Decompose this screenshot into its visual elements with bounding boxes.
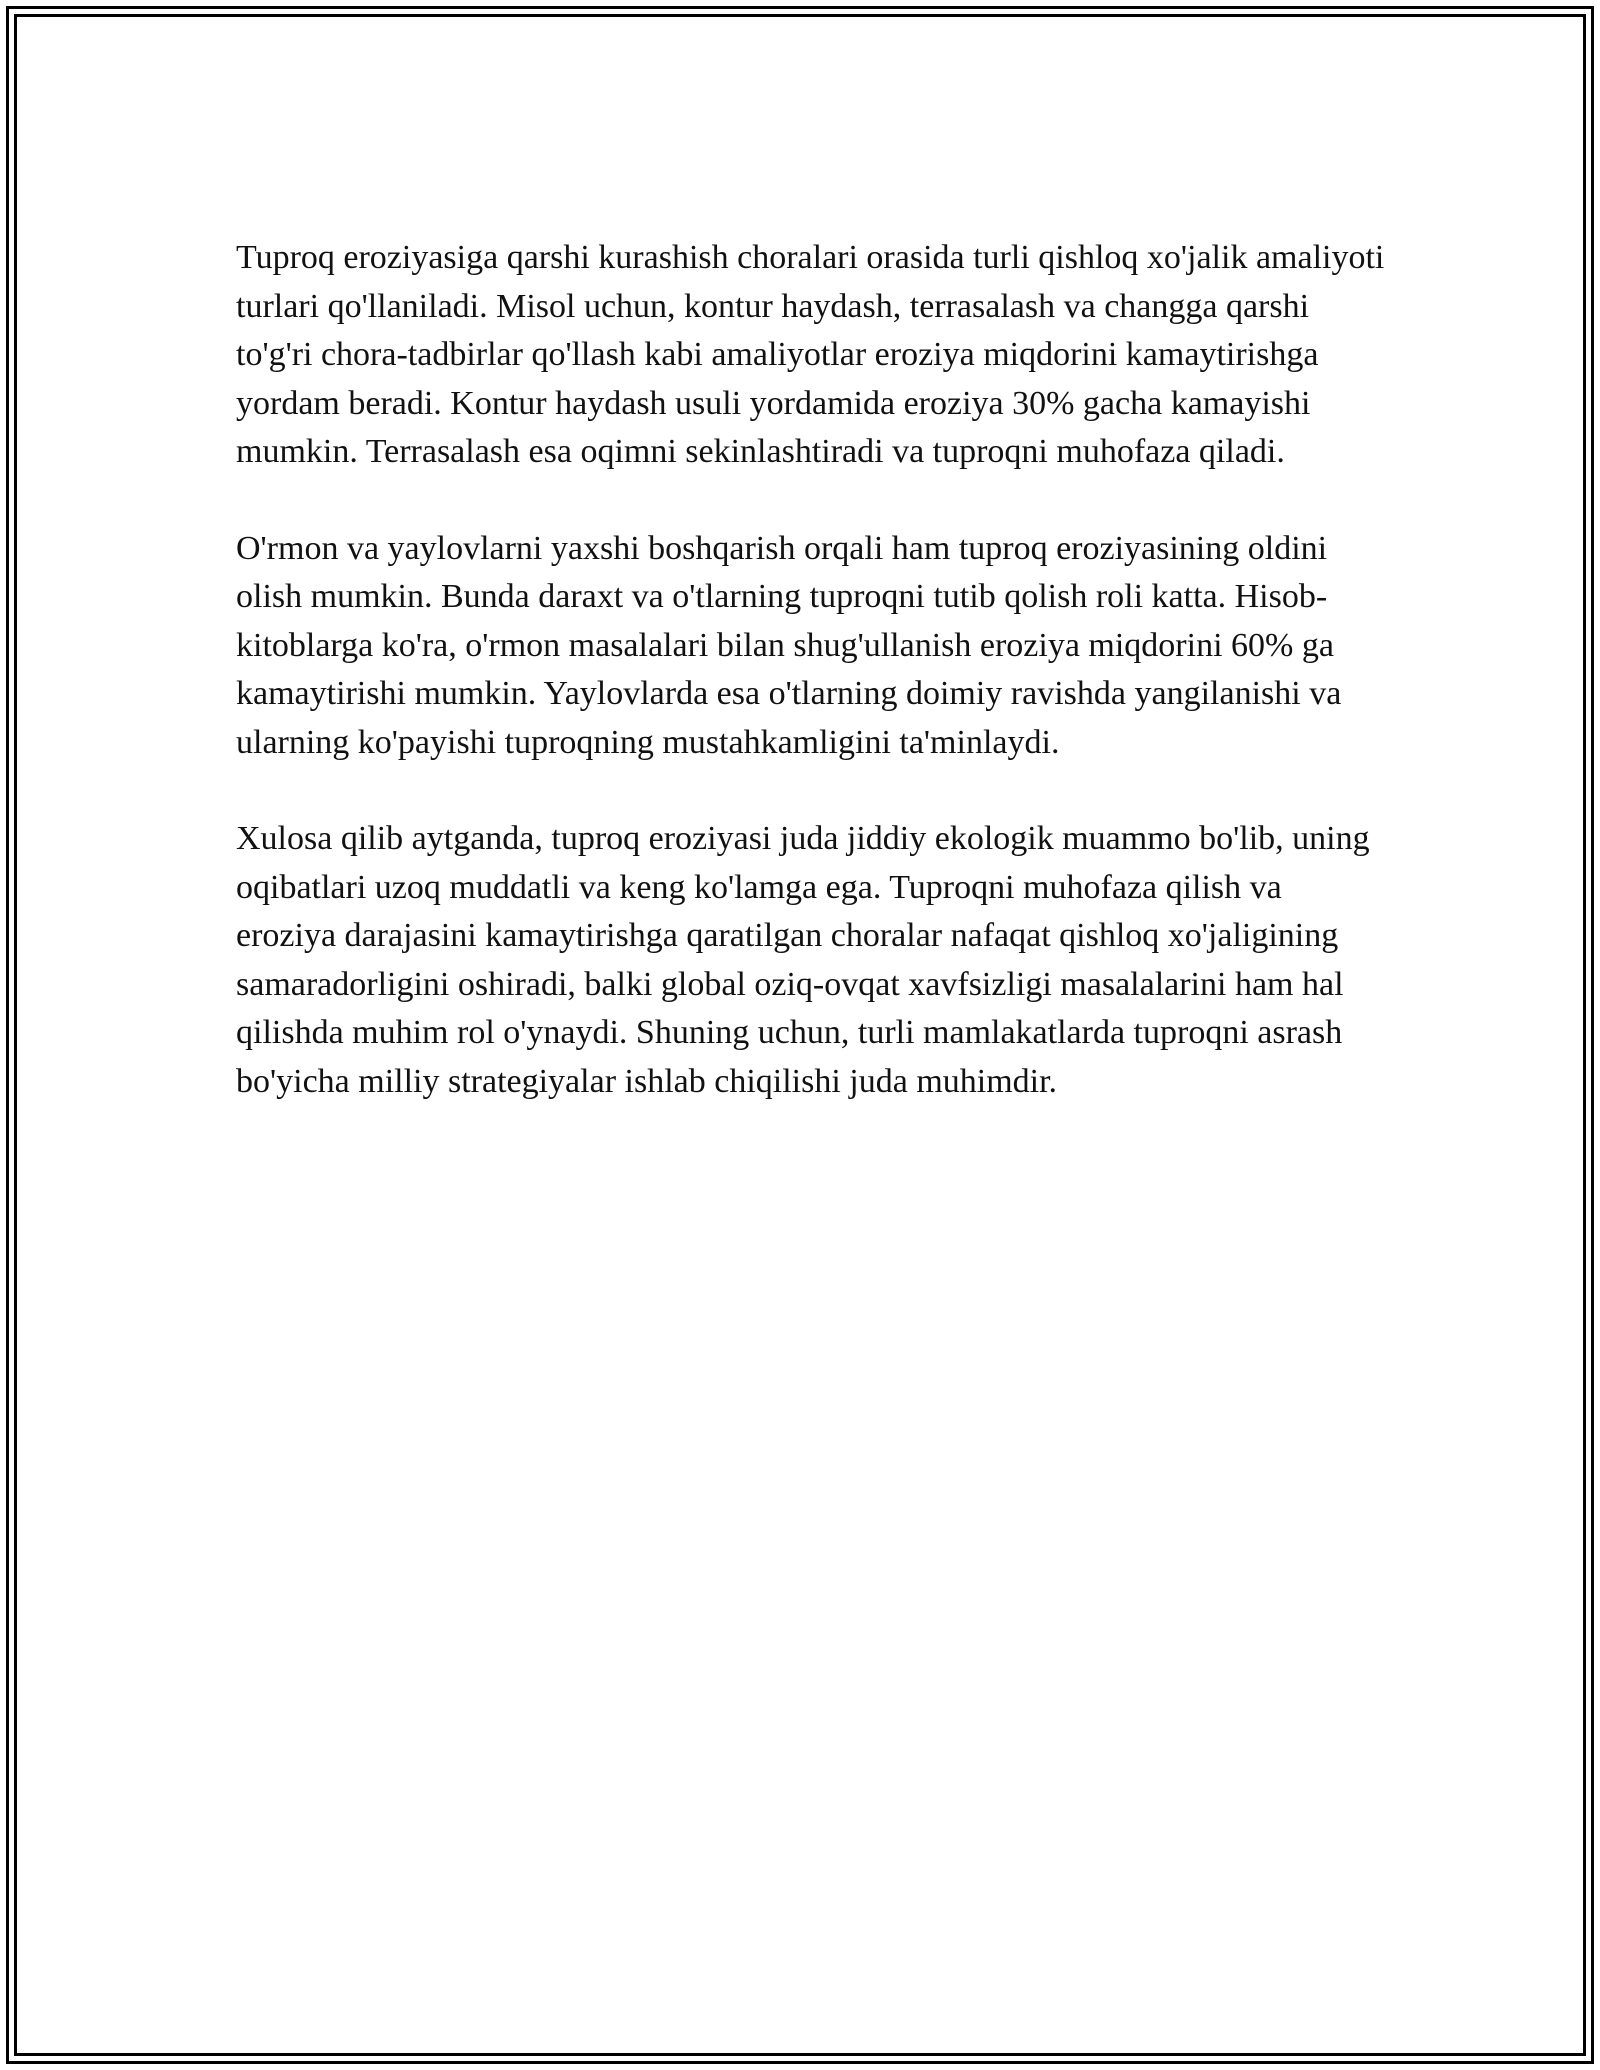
- paragraph-3: Xulosa qilib aytganda, tuproq eroziyasi juda jiddiy ekologik muammo bo'lib, uning oqibatlari uzoq muddatli va keng ko'lamga ega. Tuproqni muhofaza qilish va eroziya darajasini kamaytirishga qaratilgan choralar nafaqat qishloq xo'jaligining samaradorligini oshiradi, balki global oziq-ovqat xavfsizligi masalalarini ham hal qilishda muhim rol o'ynaydi. Shuning uchun, turli mamlakatlarda tuproqni asrash bo'yicha milliy strategiyalar ishlab chiqilishi juda muhimdir.: [236, 820, 1370, 1100]
- paragraph-1: Tuproq eroziyasiga qarshi kurashish choralari orasida turli qishloq xo'jalik amaliyoti turlari qo'llaniladi. Misol uchun, kontur haydash, terrasalash va changga qarshi to'g'ri chora-tadbirlar qo'llash kabi amaliyotlar eroziya miqdorini kamaytirishga yordam beradi. Kontur haydash usuli yordamida eroziya 30% gacha kamayishi mumkin. Terrasalash esa oqimni sekinlashtiradi va tuproqni muhofaza qiladi.: [236, 239, 1385, 470]
- paragraph-2: O'rmon va yaylovlarni yaxshi boshqarish orqali ham tuproq eroziyasining oldini olish mumkin. Bunda daraxt va o'tlarning tuproqni tutib qolish roli katta. Hisob-kitoblarga ko'ra, o'rmon masalalari bilan shug'ullanish eroziya miqdorini 60% ga kamaytirishi mumkin. Yaylovlarda esa o'tlarning doimiy ravishda yangilanishi va ularning ko'payishi tuproqning mustahkamligini ta'minlaydi.: [236, 529, 1342, 761]
- document-body: [236, 234, 1386, 1154]
